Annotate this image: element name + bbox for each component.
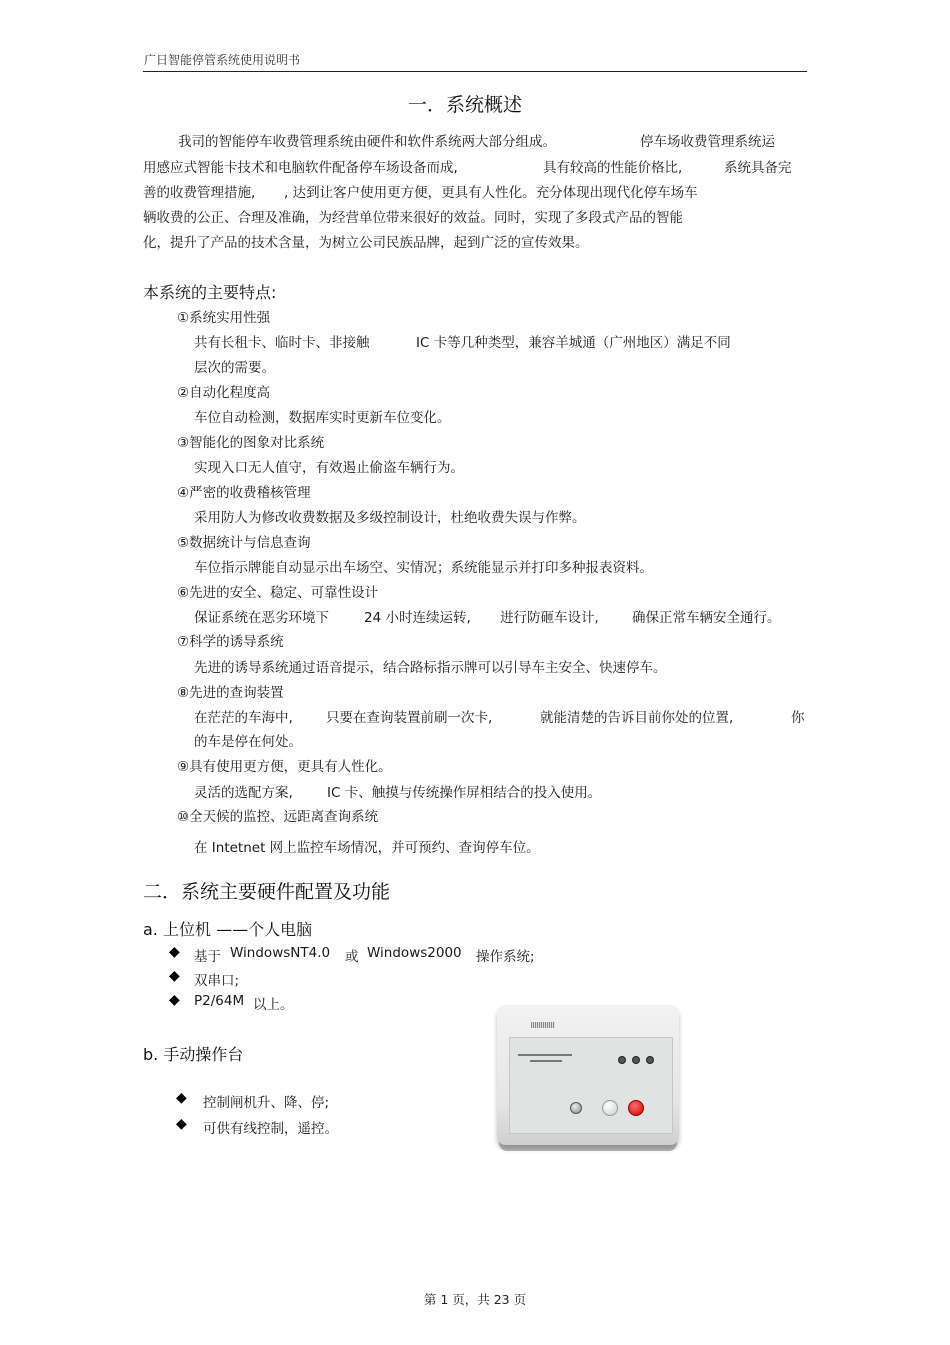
feature-title: ⑤数据统计与信息查询 <box>177 535 311 551</box>
indicator-light-icon <box>646 1056 654 1064</box>
diamond-bullet-icon: ◆ <box>169 968 180 984</box>
device-body <box>497 1005 679 1145</box>
device-vent <box>531 1022 555 1028</box>
feature-desc: 在茫茫的车海中, <box>194 710 293 726</box>
intro-line: 系统具备完 <box>724 160 792 176</box>
feature-desc: 采用防人为修改收费数据及多级控制设计，杜绝收费失误与作弊。 <box>194 510 586 526</box>
section2-title: 二．系统主要硬件配置及功能 <box>143 881 391 903</box>
features-title: 本系统的主要特点: <box>143 283 277 302</box>
feature-desc: 保证系统在恶劣环境下 <box>194 610 329 626</box>
feature-desc: 确保正常车辆安全通行。 <box>632 610 781 626</box>
intro-line: 我司的智能停车收费管理系统由硬件和软件系统两大部分组成。 <box>178 134 556 150</box>
device-label-line <box>518 1054 572 1056</box>
header-divider <box>143 71 807 72</box>
feature-title: ①系统实用性强 <box>177 310 271 326</box>
feature-desc: 在 Intetnet 网上监控车场情况，并可预约、查询停车位。 <box>194 840 540 856</box>
feature-title: ②自动化程度高 <box>177 385 271 401</box>
list-item-text: 双串口; <box>194 973 240 989</box>
intro-line: 善的收费管理措施, <box>143 185 256 201</box>
indicator-light-icon <box>618 1056 626 1064</box>
feature-desc: 共有长租卡、临时卡、非接触 <box>194 335 370 351</box>
feature-desc: 只要在查询装置前刷一次卡, <box>326 710 493 726</box>
list-item-text: WindowsNT4.0 <box>230 945 331 961</box>
feature-desc: 的车是停在何处。 <box>194 734 302 750</box>
feature-title: ⑧先进的查询装置 <box>177 685 284 701</box>
indicator-light-icon <box>632 1056 640 1064</box>
feature-desc: 灵活的选配方案, <box>194 785 293 801</box>
feature-title: ⑨具有使用更方便，更具有人性化。 <box>177 759 392 775</box>
feature-title: ⑥先进的安全、稳定、可靠性设计 <box>177 585 379 601</box>
feature-title: ④严密的收费稽核管理 <box>177 485 311 501</box>
diamond-bullet-icon: ◆ <box>176 1116 187 1132</box>
list-item-text: 可供有线控制，遥控。 <box>203 1121 338 1137</box>
feature-desc: 你 <box>791 710 805 726</box>
feature-desc: IC 卡、触摸与传统操作屏相结合的投入使用。 <box>327 785 602 801</box>
device-panel <box>509 1037 673 1134</box>
manual-console-device-image <box>497 1005 679 1155</box>
intro-line: 具有较高的性能价格比, <box>543 160 683 176</box>
diamond-bullet-icon: ◆ <box>176 1090 187 1106</box>
subsection-b-title: b. 手动操作台 <box>143 1045 244 1064</box>
list-item-text: 控制闸机升、降、停; <box>203 1095 330 1111</box>
intro-line: 停车场收费管理系统运 <box>640 134 775 150</box>
subsection-a-title: a. 上位机 ——个人电脑 <box>143 920 313 939</box>
key-switch-icon <box>570 1102 582 1114</box>
intro-line: 化，提升了产品的技术含量，为树立公司民族品牌，起到广泛的宣传效果。 <box>143 235 589 251</box>
feature-desc: 车位自动检测，数据库实时更新车位变化。 <box>194 410 451 426</box>
list-item-text: 以上。 <box>253 997 294 1013</box>
section1-title: 一．系统概述 <box>408 94 523 116</box>
feature-desc: 就能清楚的告诉目前你处的位置, <box>540 710 734 726</box>
feature-desc: 实现入口无人值守，有效遏止偷盗车辆行为。 <box>194 460 464 476</box>
feature-title: ③智能化的图象对比系统 <box>177 435 325 451</box>
list-item-text: Windows2000 <box>367 945 462 961</box>
page-footer: 第 1 页，共 23 页 <box>423 1292 527 1307</box>
feature-title: ⑩全天候的监控、远距离查询系统 <box>177 809 379 825</box>
feature-desc: 进行防砸车设计, <box>500 610 599 626</box>
document-header-title: 广日智能停管系统使用说明书 <box>144 53 301 67</box>
intro-line: 用感应式智能卡技术和电脑软件配备停车场设备而成, <box>143 160 458 176</box>
feature-title: ⑦科学的诱导系统 <box>177 634 284 650</box>
feature-desc: 层次的需要。 <box>194 360 275 376</box>
diamond-bullet-icon: ◆ <box>169 944 180 960</box>
red-button-icon <box>628 1100 644 1116</box>
feature-desc: 先进的诱导系统通过语音提示，结合路标指示牌可以引导车主安全、快速停车。 <box>194 660 667 676</box>
list-item-text: 或 <box>345 949 359 965</box>
list-item-text: P2/64M <box>194 993 245 1009</box>
list-item-text: 操作系统; <box>476 949 535 965</box>
feature-desc: 24 小时连续运转, <box>364 610 471 626</box>
intro-line: , 达到让客户使用更方便，更具有人性化。充分体现出现代化停车场车 <box>284 185 698 201</box>
device-label-line <box>530 1060 562 1062</box>
diamond-bullet-icon: ◆ <box>169 992 180 1008</box>
list-item-text: 基于 <box>194 949 221 965</box>
white-button-icon <box>602 1100 618 1116</box>
feature-desc: IC 卡等几种类型，兼容羊城通（广州地区）满足不同 <box>416 335 731 351</box>
feature-desc: 车位指示牌能自动显示出车场空、实情况；系统能显示并打印多种报表资料。 <box>194 560 653 576</box>
intro-line: 辆收费的公正、合理及准确，为经营单位带来很好的效益。同时，实现了多段式产品的智能 <box>143 210 683 226</box>
